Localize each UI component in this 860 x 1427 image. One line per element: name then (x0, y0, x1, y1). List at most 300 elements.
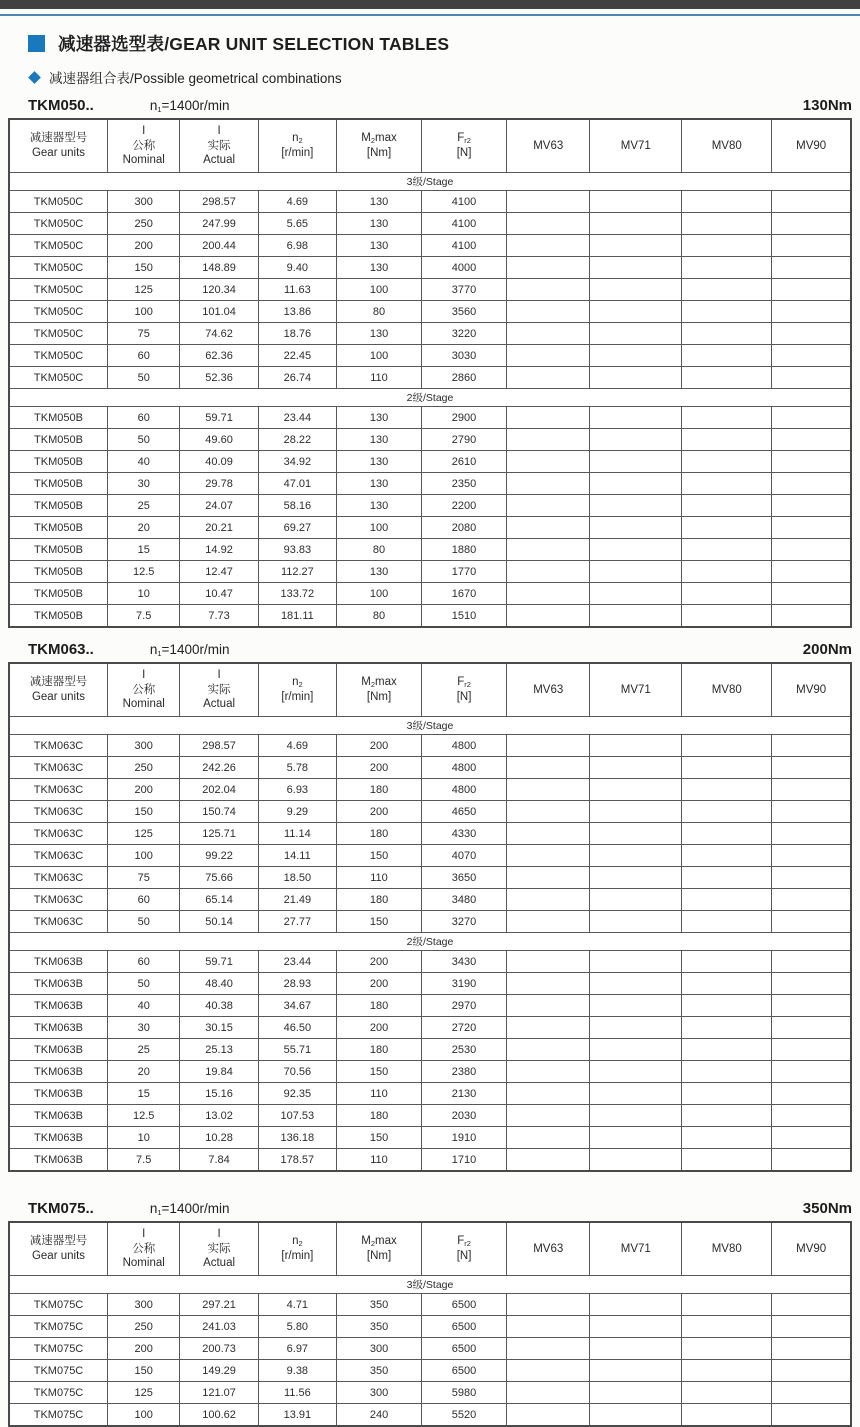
col-header-gear-units: 减速器型号 Gear units (9, 119, 108, 173)
gear-unit-cell: TKM063C (9, 867, 108, 889)
mv-empty-cell (507, 1105, 590, 1127)
torque-cell: 300 (337, 1338, 422, 1360)
mv-empty-cell (590, 757, 682, 779)
radial-force-cell: 2610 (422, 451, 507, 473)
stage-divider-row (9, 173, 851, 191)
col-header-mv90: MV90 (772, 119, 851, 173)
stage-label: 2级/Stage (9, 389, 851, 407)
nominal-ratio-cell: 15 (108, 539, 180, 561)
torque-cell: 200 (337, 735, 422, 757)
mv-empty-cell (507, 235, 590, 257)
nominal-ratio-cell: 300 (108, 1294, 180, 1316)
actual-ratio-cell: 40.38 (180, 995, 258, 1017)
mv-empty-cell (682, 451, 772, 473)
output-speed-cell: 34.67 (258, 995, 336, 1017)
mv-empty-cell (772, 367, 851, 389)
output-speed-cell: 18.76 (258, 323, 336, 345)
table-header (9, 663, 851, 717)
nominal-ratio-cell: 40 (108, 995, 180, 1017)
gear-unit-cell: TKM075C (9, 1404, 108, 1427)
table-row (9, 1360, 851, 1382)
mv-empty-cell (590, 973, 682, 995)
mv-empty-cell (507, 367, 590, 389)
radial-force-cell: 3560 (422, 301, 507, 323)
mv-empty-cell (682, 1316, 772, 1338)
torque-cell: 130 (337, 407, 422, 429)
mv-empty-cell (682, 429, 772, 451)
gear-unit-cell: TKM063C (9, 823, 108, 845)
nominal-ratio-cell: 250 (108, 757, 180, 779)
mv-empty-cell (772, 191, 851, 213)
torque-cell: 200 (337, 757, 422, 779)
mv-empty-cell (590, 473, 682, 495)
radial-force-cell: 4100 (422, 213, 507, 235)
table-row (9, 235, 851, 257)
radial-force-cell: 6500 (422, 1316, 507, 1338)
radial-force-cell: 3220 (422, 323, 507, 345)
torque-cell: 180 (337, 1105, 422, 1127)
nominal-ratio-cell: 50 (108, 429, 180, 451)
col-header-ratio-actual: I 实际 Actual (180, 1222, 258, 1276)
nominal-ratio-cell: 50 (108, 911, 180, 933)
mv-empty-cell (590, 1294, 682, 1316)
radial-force-cell: 5980 (422, 1382, 507, 1404)
output-speed-cell: 4.69 (258, 191, 336, 213)
mv-empty-cell (682, 757, 772, 779)
radial-force-cell: 1710 (422, 1149, 507, 1172)
gear-unit-cell: TKM050B (9, 583, 108, 605)
radial-force-cell: 2900 (422, 407, 507, 429)
table-row (9, 605, 851, 628)
nominal-ratio-cell: 125 (108, 1382, 180, 1404)
radial-force-cell: 2130 (422, 1083, 507, 1105)
actual-ratio-cell: 120.34 (180, 279, 258, 301)
gear-unit-cell: TKM050B (9, 605, 108, 628)
mv-empty-cell (590, 407, 682, 429)
gear-unit-cell: TKM050B (9, 451, 108, 473)
mv-empty-cell (772, 345, 851, 367)
nominal-ratio-cell: 150 (108, 257, 180, 279)
gear-unit-cell: TKM063B (9, 995, 108, 1017)
mv-empty-cell (772, 1338, 851, 1360)
output-speed-cell: 11.63 (258, 279, 336, 301)
table-row (9, 367, 851, 389)
page-header (28, 31, 852, 56)
gear-selection-table-tkm063 (8, 662, 852, 1172)
torque-cell: 110 (337, 867, 422, 889)
mv-empty-cell (772, 973, 851, 995)
col-header-max-torque: $M_2\max$ [Nm] (337, 119, 422, 173)
output-speed-cell: 14.11 (258, 845, 336, 867)
model-label: TKM050.. (28, 97, 94, 114)
table-row (9, 1061, 851, 1083)
torque-cell: 180 (337, 823, 422, 845)
table-header-row (9, 663, 851, 717)
mv-empty-cell (772, 823, 851, 845)
mv-empty-cell (772, 1039, 851, 1061)
stage-divider-row (9, 717, 851, 735)
mv-empty-cell (682, 911, 772, 933)
radial-force-cell: 1910 (422, 1127, 507, 1149)
radial-force-cell: 4100 (422, 191, 507, 213)
radial-force-cell: 4330 (422, 823, 507, 845)
table-row (9, 517, 851, 539)
gear-unit-cell: TKM075C (9, 1294, 108, 1316)
col-header-ratio-nominal: I 公称 Nominal (108, 663, 180, 717)
gear-unit-cell: TKM050C (9, 279, 108, 301)
col-header-mv71: MV71 (590, 119, 682, 173)
nominal-ratio-cell: 25 (108, 1039, 180, 1061)
col-header-output-speed: $n_2$ [r/min] (258, 663, 336, 717)
gear-unit-cell: TKM050B (9, 495, 108, 517)
table-row (9, 1083, 851, 1105)
mv-empty-cell (507, 517, 590, 539)
mv-empty-cell (772, 279, 851, 301)
mv-empty-cell (772, 213, 851, 235)
mv-empty-cell (507, 779, 590, 801)
mv-empty-cell (590, 1061, 682, 1083)
actual-ratio-cell: 19.84 (180, 1061, 258, 1083)
mv-empty-cell (772, 951, 851, 973)
nominal-ratio-cell: 50 (108, 973, 180, 995)
mv-empty-cell (772, 323, 851, 345)
radial-force-cell: 2380 (422, 1061, 507, 1083)
mv-empty-cell (682, 367, 772, 389)
output-speed-cell: 6.93 (258, 779, 336, 801)
mv-empty-cell (590, 561, 682, 583)
mv-empty-cell (507, 257, 590, 279)
mv-empty-cell (682, 889, 772, 911)
torque-cell: 180 (337, 995, 422, 1017)
table-row (9, 257, 851, 279)
col-header-ratio-nominal: I 公称 Nominal (108, 1222, 180, 1276)
gear-unit-cell: TKM063B (9, 973, 108, 995)
col-header-max-torque: $M_2\max$ [Nm] (337, 663, 422, 717)
torque-cell: 100 (337, 279, 422, 301)
torque-cell: 150 (337, 1127, 422, 1149)
mv-empty-cell (507, 1338, 590, 1360)
col-header-radial-force: $F_{r2}$ [N] (422, 119, 507, 173)
mv-empty-cell (507, 429, 590, 451)
radial-force-cell: 3480 (422, 889, 507, 911)
gear-unit-cell: TKM050B (9, 473, 108, 495)
mv-empty-cell (682, 801, 772, 823)
mv-empty-cell (682, 995, 772, 1017)
mv-empty-cell (772, 495, 851, 517)
torque-cell: 130 (337, 495, 422, 517)
mv-empty-cell (507, 1149, 590, 1172)
mv-empty-cell (590, 911, 682, 933)
mv-empty-cell (682, 973, 772, 995)
torque-cell: 200 (337, 973, 422, 995)
nominal-ratio-cell: 75 (108, 867, 180, 889)
mv-empty-cell (682, 1149, 772, 1172)
mv-empty-cell (772, 1360, 851, 1382)
mv-empty-cell (682, 539, 772, 561)
actual-ratio-cell: 10.47 (180, 583, 258, 605)
radial-force-cell: 3650 (422, 867, 507, 889)
torque-cell: 130 (337, 451, 422, 473)
torque-cell: 240 (337, 1404, 422, 1427)
mv-empty-cell (772, 1127, 851, 1149)
torque-cell: 80 (337, 539, 422, 561)
output-speed-cell: 4.69 (258, 735, 336, 757)
nominal-ratio-cell: 75 (108, 323, 180, 345)
section-header-tkm075 (28, 1200, 852, 1217)
radial-force-cell: 2350 (422, 473, 507, 495)
gear-unit-cell: TKM050C (9, 191, 108, 213)
actual-ratio-cell: 40.09 (180, 451, 258, 473)
mv-empty-cell (772, 473, 851, 495)
mv-empty-cell (507, 451, 590, 473)
col-header-mv80: MV80 (682, 119, 772, 173)
mv-empty-cell (590, 1382, 682, 1404)
torque-cell: 130 (337, 257, 422, 279)
actual-ratio-cell: 149.29 (180, 1360, 258, 1382)
torque-cell: 110 (337, 1083, 422, 1105)
torque-cell: 350 (337, 1316, 422, 1338)
mv-empty-cell (682, 279, 772, 301)
col-header-mv80: MV80 (682, 1222, 772, 1276)
actual-ratio-cell: 12.47 (180, 561, 258, 583)
radial-force-cell: 6500 (422, 1294, 507, 1316)
col-header-ratio-actual: I 实际 Actual (180, 663, 258, 717)
torque-cell: 110 (337, 1149, 422, 1172)
mv-empty-cell (772, 867, 851, 889)
mv-empty-cell (682, 257, 772, 279)
mv-empty-cell (772, 735, 851, 757)
mv-empty-cell (772, 561, 851, 583)
mv-empty-cell (772, 235, 851, 257)
radial-force-cell: 3190 (422, 973, 507, 995)
mv-empty-cell (682, 1338, 772, 1360)
col-header-mv63: MV63 (507, 663, 590, 717)
mv-empty-cell (590, 451, 682, 473)
mv-empty-cell (772, 605, 851, 628)
mv-empty-cell (507, 279, 590, 301)
table-row (9, 1316, 851, 1338)
torque-cell: 130 (337, 235, 422, 257)
mv-empty-cell (590, 1017, 682, 1039)
mv-empty-cell (682, 735, 772, 757)
mv-empty-cell (590, 191, 682, 213)
actual-ratio-cell: 24.07 (180, 495, 258, 517)
mv-empty-cell (507, 301, 590, 323)
mv-empty-cell (507, 911, 590, 933)
mv-empty-cell (682, 1382, 772, 1404)
mv-empty-cell (772, 539, 851, 561)
table-row (9, 451, 851, 473)
radial-force-cell: 5520 (422, 1404, 507, 1427)
mv-empty-cell (507, 845, 590, 867)
gear-unit-cell: TKM050C (9, 257, 108, 279)
section-header-tkm063 (28, 641, 852, 658)
mv-empty-cell (507, 539, 590, 561)
gear-unit-cell: TKM063C (9, 845, 108, 867)
torque-cell: 100 (337, 345, 422, 367)
mv-empty-cell (772, 301, 851, 323)
actual-ratio-cell: 25.13 (180, 1039, 258, 1061)
mv-empty-cell (682, 845, 772, 867)
mv-empty-cell (507, 757, 590, 779)
mv-empty-cell (590, 279, 682, 301)
table-row (9, 539, 851, 561)
mv-empty-cell (590, 257, 682, 279)
torque-cell: 100 (337, 583, 422, 605)
gear-selection-table-tkm050 (8, 118, 852, 628)
actual-ratio-cell: 200.73 (180, 1338, 258, 1360)
actual-ratio-cell: 242.26 (180, 757, 258, 779)
actual-ratio-cell: 74.62 (180, 323, 258, 345)
mv-empty-cell (590, 995, 682, 1017)
nominal-ratio-cell: 100 (108, 1404, 180, 1427)
output-speed-cell: 92.35 (258, 1083, 336, 1105)
mv-empty-cell (507, 1083, 590, 1105)
radial-force-cell: 4070 (422, 845, 507, 867)
nominal-ratio-cell: 200 (108, 779, 180, 801)
mv-empty-cell (590, 779, 682, 801)
mv-empty-cell (682, 605, 772, 628)
col-header-gear-units: 减速器型号 Gear units (9, 1222, 108, 1276)
mv-empty-cell (772, 889, 851, 911)
table-row (9, 1039, 851, 1061)
mv-empty-cell (772, 1061, 851, 1083)
mv-empty-cell (682, 867, 772, 889)
actual-ratio-cell: 20.21 (180, 517, 258, 539)
gear-unit-cell: TKM050B (9, 561, 108, 583)
table-row (9, 279, 851, 301)
actual-ratio-cell: 297.21 (180, 1294, 258, 1316)
mv-empty-cell (682, 1404, 772, 1427)
actual-ratio-cell: 202.04 (180, 779, 258, 801)
mv-empty-cell (682, 1039, 772, 1061)
mv-empty-cell (682, 191, 772, 213)
radial-force-cell: 1770 (422, 561, 507, 583)
mv-empty-cell (590, 823, 682, 845)
mv-empty-cell (682, 407, 772, 429)
table-row (9, 473, 851, 495)
table-row (9, 911, 851, 933)
table-row (9, 889, 851, 911)
mv-empty-cell (590, 367, 682, 389)
mv-empty-cell (507, 1294, 590, 1316)
mv-empty-cell (772, 1382, 851, 1404)
actual-ratio-cell: 62.36 (180, 345, 258, 367)
gear-unit-cell: TKM075C (9, 1338, 108, 1360)
radial-force-cell: 3270 (422, 911, 507, 933)
gear-unit-cell: TKM075C (9, 1382, 108, 1404)
output-speed-cell: 23.44 (258, 951, 336, 973)
actual-ratio-cell: 75.66 (180, 867, 258, 889)
mv-empty-cell (772, 779, 851, 801)
mv-empty-cell (507, 213, 590, 235)
gear-unit-cell: TKM050C (9, 345, 108, 367)
table-row (9, 1149, 851, 1172)
col-header-ratio-actual: I 实际 Actual (180, 119, 258, 173)
nominal-ratio-cell: 7.5 (108, 1149, 180, 1172)
table-row (9, 191, 851, 213)
output-speed-cell: 5.78 (258, 757, 336, 779)
torque-cell: 350 (337, 1294, 422, 1316)
table-row (9, 561, 851, 583)
mv-empty-cell (507, 191, 590, 213)
col-header-ratio-nominal: I 公称 Nominal (108, 119, 180, 173)
table-row (9, 757, 851, 779)
actual-ratio-cell: 241.03 (180, 1316, 258, 1338)
torque-cell: 150 (337, 911, 422, 933)
torque-cell: 130 (337, 473, 422, 495)
output-speed-cell: 9.29 (258, 801, 336, 823)
nominal-ratio-cell: 50 (108, 367, 180, 389)
col-header-mv90: MV90 (772, 663, 851, 717)
mv-empty-cell (682, 1061, 772, 1083)
col-header-output-speed: $n_2$ [r/min] (258, 1222, 336, 1276)
nominal-ratio-cell: 30 (108, 1017, 180, 1039)
radial-force-cell: 6500 (422, 1360, 507, 1382)
mv-empty-cell (682, 473, 772, 495)
table-row (9, 845, 851, 867)
mv-empty-cell (590, 1149, 682, 1172)
output-speed-cell: 133.72 (258, 583, 336, 605)
nominal-ratio-cell: 125 (108, 823, 180, 845)
mv-empty-cell (682, 323, 772, 345)
mv-empty-cell (682, 1105, 772, 1127)
actual-ratio-cell: 15.16 (180, 1083, 258, 1105)
torque-cell: 180 (337, 779, 422, 801)
table-row (9, 583, 851, 605)
actual-ratio-cell: 59.71 (180, 407, 258, 429)
torque-cell: 130 (337, 429, 422, 451)
blue-diamond-icon (28, 71, 41, 84)
torque-cell: 80 (337, 301, 422, 323)
output-speed-cell: 4.71 (258, 1294, 336, 1316)
actual-ratio-cell: 125.71 (180, 823, 258, 845)
gear-unit-cell: TKM050C (9, 235, 108, 257)
max-torque-label: 130Nm (802, 97, 852, 114)
gear-unit-cell: TKM063C (9, 801, 108, 823)
mv-empty-cell (507, 735, 590, 757)
nominal-ratio-cell: 12.5 (108, 1105, 180, 1127)
table-row (9, 823, 851, 845)
nominal-ratio-cell: 60 (108, 889, 180, 911)
col-header-mv80: MV80 (682, 663, 772, 717)
actual-ratio-cell: 100.62 (180, 1404, 258, 1427)
torque-cell: 350 (337, 1360, 422, 1382)
table-row (9, 1294, 851, 1316)
radial-force-cell: 6500 (422, 1338, 507, 1360)
output-speed-cell: 93.83 (258, 539, 336, 561)
radial-force-cell: 4000 (422, 257, 507, 279)
mv-empty-cell (590, 1338, 682, 1360)
actual-ratio-cell: 7.84 (180, 1149, 258, 1172)
output-speed-cell: 13.86 (258, 301, 336, 323)
mv-empty-cell (590, 583, 682, 605)
radial-force-cell: 2970 (422, 995, 507, 1017)
table-row (9, 995, 851, 1017)
torque-cell: 200 (337, 801, 422, 823)
mv-empty-cell (590, 1316, 682, 1338)
gear-unit-cell: TKM050B (9, 517, 108, 539)
max-torque-label: 200Nm (802, 641, 852, 658)
mv-empty-cell (590, 1083, 682, 1105)
stage-divider-row (9, 1276, 851, 1294)
mv-empty-cell (507, 323, 590, 345)
nominal-ratio-cell: 60 (108, 951, 180, 973)
mv-empty-cell (507, 1404, 590, 1427)
output-speed-cell: 27.77 (258, 911, 336, 933)
mv-empty-cell (772, 451, 851, 473)
actual-ratio-cell: 59.71 (180, 951, 258, 973)
